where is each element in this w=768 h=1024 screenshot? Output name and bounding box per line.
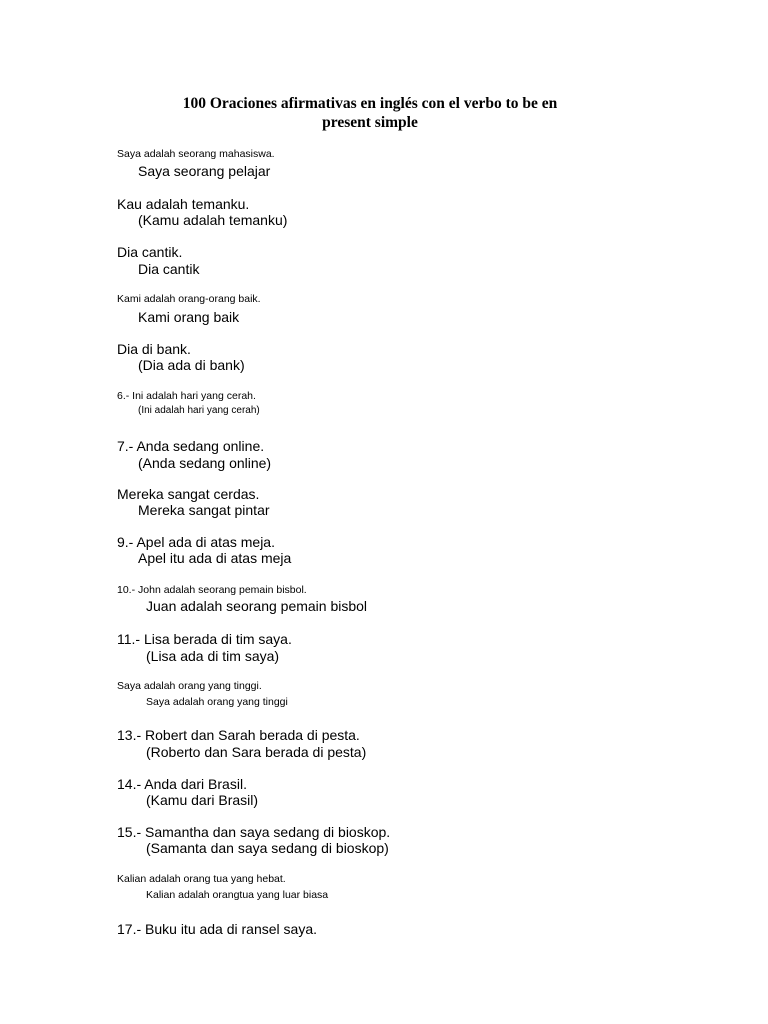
- entry-sentence: 9.- Apel ada di atas meja.: [117, 534, 275, 550]
- entry-sentence: 7.- Anda sedang online.: [117, 438, 265, 454]
- entry-translation: Juan adalah seorang pemain bisbol: [146, 598, 368, 614]
- entry-translation: (Lisa ada di tim saya): [146, 648, 280, 664]
- entry-translation: Mereka sangat pintar: [138, 502, 270, 518]
- entry-translation: (Anda sedang online): [138, 455, 272, 471]
- entry-translation: Dia cantik: [138, 261, 200, 277]
- entry-translation: (Samanta dan saya sedang di bioskop): [146, 840, 389, 856]
- entry-sentence: Kalian adalah orang tua yang hebat.: [117, 873, 286, 885]
- entry-translation: Saya adalah orang yang tinggi: [146, 696, 288, 708]
- entry-sentence: 15.- Samantha dan saya sedang di bioskop.: [117, 824, 391, 840]
- entry-sentence: 13.- Robert dan Sarah berada di pesta.: [117, 727, 360, 743]
- entry-sentence: Saya adalah orang yang tinggi.: [117, 680, 262, 692]
- entry-translation: (Ini adalah hari yang cerah): [138, 405, 260, 416]
- entry-translation: Apel itu ada di atas meja: [138, 550, 292, 566]
- entry-sentence: 14.- Anda dari Brasil.: [117, 776, 247, 792]
- entry-sentence: Saya adalah seorang mahasiswa.: [117, 148, 275, 160]
- entry-translation: Kalian adalah orangtua yang luar biasa: [146, 889, 329, 901]
- entry-sentence: Kau adalah temanku.: [117, 196, 250, 212]
- entry-translation: (Kamu adalah temanku): [138, 212, 288, 228]
- entry-sentence: 17.- Buku itu ada di ransel saya.: [117, 921, 318, 937]
- entry-sentence: Dia cantik.: [117, 244, 183, 260]
- entry-sentence: 11.- Lisa berada di tim saya.: [117, 631, 292, 647]
- entry-translation: (Dia ada di bank): [138, 357, 245, 373]
- title-line-2: present simple: [322, 114, 418, 131]
- entry-sentence: Dia di bank.: [117, 341, 191, 357]
- entry-translation: Kami orang baik: [138, 309, 240, 325]
- entry-translation: Saya seorang pelajar: [138, 163, 271, 179]
- entry-sentence: 10.- John adalah seorang pemain bisbol.: [117, 584, 307, 596]
- entry-sentence: Kami adalah orang-orang baik.: [117, 293, 261, 305]
- title-line-1: 100 Oraciones afirmativas en inglés con el verbo to be en: [182, 95, 558, 112]
- entry-translation: (Kamu dari Brasil): [146, 792, 259, 808]
- entry-sentence: 6.- Ini adalah hari yang cerah.: [117, 390, 256, 402]
- entry-translation: (Roberto dan Sara berada di pesta): [146, 744, 367, 760]
- document-title: [120, 94, 620, 132]
- entry-sentence: Mereka sangat cerdas.: [117, 486, 260, 502]
